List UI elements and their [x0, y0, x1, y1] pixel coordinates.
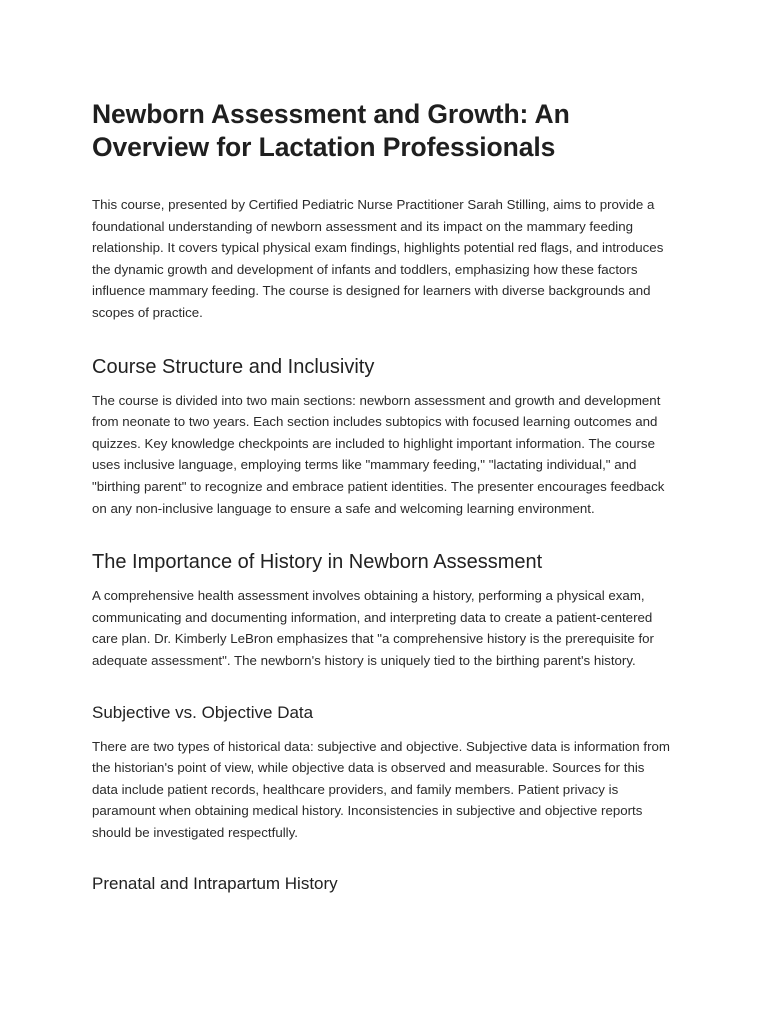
subsection-heading-prenatal-intrapartum: Prenatal and Intrapartum History [92, 874, 338, 894]
intro-paragraph: This course, presented by Certified Pediatric Nurse Practitioner Sarah Stilling, aims to provide a foundational understanding of newborn assessment and its impact on the mammary feeding relationship. It covers typical physical exam findings, highlights potential red flags, and introduces the dynamic growth and development of infants and toddlers, emphasizing how these factors influence mammary feeding. The course is designed for learners with diverse backgrounds and scopes of practice. [92, 197, 664, 320]
subsection-body-subjective-objective: There are two types of historical data: subjective and objective. Subjective data is information from the historian's point of view, while objective data is observed and measurable. Sources for this data include patient records, healthcare providers, and family members. Patient privacy is paramount when obtaining medical history. Inconsistencies in subjective and objective reports should be investigated respectfully. [92, 738, 670, 840]
document-title: Newborn Assessment and Growth: An Overview for Lactation Professionals [92, 99, 570, 162]
section-body-history-importance: A comprehensive health assessment involves obtaining a history, performing a physical exam, communicating and documenting information, and interpreting data to create a patient-centered care plan. Dr. Kimberly LeBron emphasizes that "a comprehensive history is the prerequisite for adequate assessment". The newborn's history is uniquely tied to the birthing parent's history. [92, 588, 654, 668]
section-heading-course-structure: Course Structure and Inclusivity [92, 355, 375, 378]
section-heading-history-importance: The Importance of History in Newborn Assessment [92, 551, 543, 574]
document-page [92, 98, 674, 907]
subsection-heading-subjective-objective: Subjective vs. Objective Data [92, 702, 314, 722]
section-body-course-structure: The course is divided into two main sections: newborn assessment and growth and development from neonate to two years. Each section includes subtopics with focused learning outcomes and quizzes. Key knowledge checkpoints are included to highlight important information. The course uses inclusive language, employing terms like "mammary feeding," "lactating individual," and "birthing parent" to recognize and embrace patient identities. The presenter encourages feedback on any non-inclusive language to ensure a safe and welcoming learning environment. [92, 392, 665, 516]
